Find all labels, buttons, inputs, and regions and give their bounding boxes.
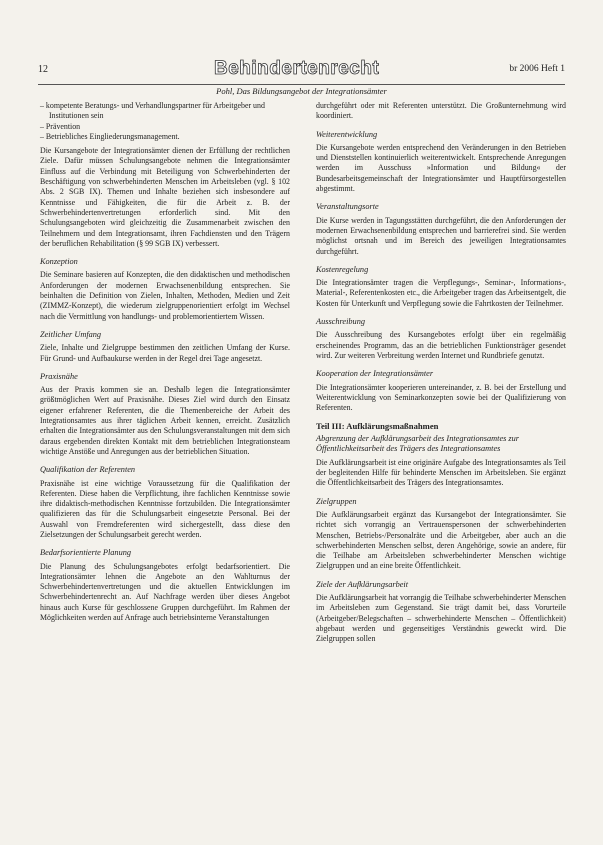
paragraph: Die Planung des Schulungsangebotes erfolgt bedarfsorientiert. Die Integrationsämter lehnen die Angebote an den Wahlturnus der Schwerbehindertenvertretungen und die aktuellen Entwicklungen im Schwerbehindertenrecht an. Auf Nachfrage werden über dieses Angebot hinaus auch Kurse für geschlossene Gruppen durchgeführt. Im Rahmen der Möglichkeiten werden auf Anfrage auch betriebsinterne Veranstaltungen <box>40 561 290 623</box>
paragraph: Aus der Praxis kommen sie an. Deshalb legen die Integrationsämter größtmöglichen Wert auf Praxisnähe. Dieses Ziel wird durch den Einsatz eigener erfahrener Referenten, die die Themenbereiche der Arbeit des Integrationsamtes aus ihrer täglichen Arbeit kennen, erreicht. Zusätzlich erhalten die Integrationsämter aus den Schulungsveranstaltungen mit dem sich daraus ergebenden direkten Kontakt mit dem betrieblichen Integrationsteam wichtige Anstöße und Anregungen aus der betrieblichen Situation. <box>40 385 290 456</box>
section-heading: Qualifikation der Referenten <box>40 465 136 475</box>
section-heading: Kostenregelung <box>316 264 369 274</box>
left-column <box>40 101 290 627</box>
paragraph: Praxisnähe ist eine wichtige Voraussetzung für die Qualifikation der Referenten. Diese haben die Verpflichtung, ihre fachlichen Kenntnisse sowie ihre didaktisch-methodischen Kenntnisse fortzubilden. Die Integrationsämter qualifizieren das für die Schulungsarbeit eingesetzte Personal. Bei der Auswahl von Fremdreferenten wird sichergestellt, dass diese den Zielsetzungen der Schulungsarbeit gerecht werden. <box>40 478 290 539</box>
list-item: – Prävention <box>40 122 290 132</box>
paragraph: Die Kursangebote der Integrationsämter dienen der Erfüllung der rechtlichen Ziele. Dafür müssen Schulungsangebote nehmen die Integrationsämter Einfluss auf die Verbindung mit Beteiligung von Schwerbehinderten der Beschäftigung von schwerbehinderten Menschen im Arbeitsleben (vgl. § 102 Abs. 2 SGB IX). Themen und Inhalte beziehen sich insbesondere auf Kenntnisse und Fähigkeiten, die für die Arbeit z. B. der Schwerbehindertenvertretungen erforderlich sind. Mit den Schulungsangeboten wird gleichzeitig die Zusammenarbeit zwischen den Teilnehmern und dem Integrationsamt, ihren Fachdiensten und den Trägern der beruflichen Rehabilitation (§ 99 SGB IX) verbessert. <box>40 146 290 248</box>
paragraph: Die Aufklärungsarbeit hat vorrangig die Teilhabe schwerbehinderter Menschen im Arbeitsleben zum Gegenstand. Sie trägt damit bei, dass Vorurteile (Arbeitgeber/Belegschaften – schwerbehinderte Menschen – Öffentlichkeit) abgebaut werden und gegenseitiges Verständnis geweckt wird. Die Zielgruppen sollen <box>316 592 566 644</box>
section-heading: Weiterentwicklung <box>316 129 378 139</box>
paragraph: Die Ausschreibung des Kursangebotes erfolgt über ein regelmäßig erscheinendes Programm, das an die betrieblichen Funktionsträger gesendet wird. Zur weiteren Verbreitung werden Internet und Rundbriefe genutzt. <box>316 330 566 360</box>
section-heading: Ausschreibung <box>316 317 366 327</box>
section-heading: Konzeption <box>40 257 78 267</box>
journal-title: Behindertenrecht <box>214 58 380 79</box>
paragraph: Ziele, Inhalte und Zielgruppe bestimmen den zeitlichen Umfang der Kurse. Für Grund- und Aufbaukurse werden in der Regel drei Tage angesetzt. <box>40 343 290 363</box>
section-heading: Zeitlicher Umfang <box>40 329 102 339</box>
goal-list <box>40 101 290 142</box>
list-item: – kompetente Beratungs- und Verhandlungspartner für Arbeitgeber und Institutionen sein <box>40 101 290 122</box>
section-heading: Veranstaltungsorte <box>316 202 379 212</box>
section-heading: Ziele der Aufklärungsarbeit <box>316 579 409 589</box>
part-heading: Teil III: Aufklärungsmaßnahmen <box>316 421 439 432</box>
paragraph: Die Integrationsämter kooperieren untereinander, z. B. bei der Erstellung und Weiterentwicklung von Seminarkonzepten sowie bei der Qualifizierung von Referenten. <box>316 382 566 413</box>
part-subheading: Abgrenzung der Aufklärungsarbeit des Integrationsamtes zur Öffentlichkeitsarbeit des Trägers des Integrationsamtes <box>316 433 520 453</box>
paragraph: Die Integrationsämter tragen die Verpflegungs-, Seminar-, Informations-, Material-, Referentenkosten etc., die Arbeitgeber tragen das Arbeitsentgelt, die Kosten für Unterkunft und Verpflegung sowie die Fahrtkosten der Teilnehmer. <box>316 278 566 308</box>
page-number: 12 <box>38 64 48 75</box>
list-item: – Betriebliches Eingliederungsmanagement. <box>40 132 290 142</box>
section-heading: Zielgruppen <box>316 496 357 506</box>
page-header <box>38 58 565 85</box>
running-subtitle: Pohl, Das Bildungsangebot der Integrationsämter <box>216 86 387 96</box>
paragraph: Die Aufklärungsarbeit ergänzt das Kursangebot der Integrationsämter. Sie richtet sich vorrangig an Vertrauenspersonen der schwerbehinderten Menschen, Betriebs-/Personalräte und die Arbeitgeber, aber auch an die schwerbehinderten Menschen selbst, deren Angehörige, sowie an andere, für die Teilhabe am Arbeitsleben schwerbehinderter Menschen wichtige Zielgruppen und an eine breite Öffentlichkeit. <box>316 509 566 571</box>
section-heading: Kooperation der Integrationsämter <box>316 369 434 379</box>
issue-label: br 2006 Heft 1 <box>509 64 565 74</box>
paragraph: Die Aufklärungsarbeit ist eine originäre Aufgabe des Integrationsamtes als Teil der begleitenden Hilfe für behinderte Menschen im Arbeitsleben. Sie ergänzt die Öffentlichkeitsarbeit des Trägers des Integrationsamtes. <box>316 457 566 488</box>
section-heading: Bedarfsorientierte Planung <box>40 548 132 558</box>
paragraph: Die Seminare basieren auf Konzepten, die den didaktischen und methodischen Anforderungen der modernen Erwachsenenbildung entsprechen. Sie beinhalten die Definition von Zielen, Inhalten, Methoden, Medien und Zeit (ZIMMZ-Konzept), die wiederum zielgruppenorientiert erfolgt im Wechsel nach die Vermittlung von handlungs- und problemorientiertem Wissen. <box>40 270 290 321</box>
paragraph: Die Kurse werden in Tagungsstätten durchgeführt, die den Anforderungen der modernen Erwachsenenbildung entsprechen und barrierefrei sind. Sie werden möglichst ortsnah und im Bereich des jeweiligen Integrationsamtes durchgeführt. <box>316 215 566 256</box>
paragraph: Die Kursangebote werden entsprechend den Veränderungen in den Betrieben und Dienststellen kontinuierlich weiterentwickelt. Entsprechende Anregungen werden im Ausschuss »Information und Bildung« der Bundesarbeitsgemeinschaft der Integrationsämter und Hauptfürsorgestellen abgestimmt. <box>316 142 566 194</box>
section-heading: Praxisnähe <box>40 371 78 381</box>
right-column <box>316 101 566 648</box>
paragraph: durchgeführt oder mit Referenten unterstützt. Die Großunternehmung wird koordiniert. <box>316 101 566 121</box>
